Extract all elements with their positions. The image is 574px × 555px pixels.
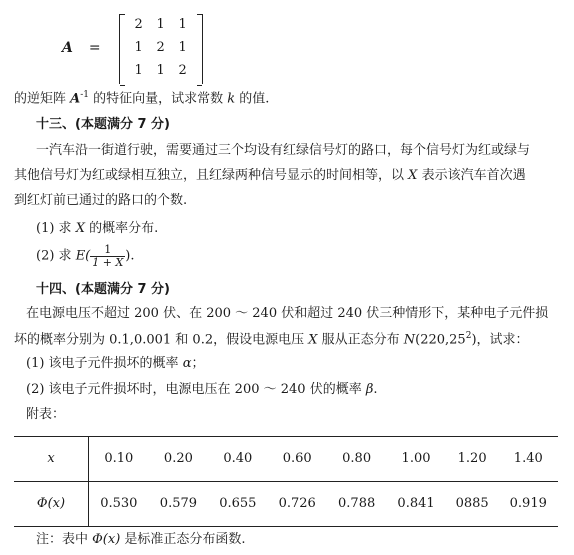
distribution-params: (220,25 <box>415 332 466 348</box>
matrix-equals: = <box>88 40 101 57</box>
fraction-denominator: 1 + X <box>92 255 124 269</box>
q13-points: (本题满分 7 分) <box>75 117 170 132</box>
matrix-cell: 2 <box>134 17 143 33</box>
table-cell: 1.20 <box>446 437 499 482</box>
matrix-label: A <box>62 40 73 57</box>
table-cell: 0.726 <box>268 482 327 527</box>
table-row <box>14 482 558 527</box>
q14-sub1 <box>26 356 204 372</box>
table-cell: 0.655 <box>208 482 267 527</box>
table-cell: 0.579 <box>149 482 208 527</box>
fraction-numerator: 1 <box>90 244 125 257</box>
q14-sub1-text: (1) 该电子元件损坏的概率 <box>26 356 183 371</box>
appendix-label: 附表： <box>26 407 66 422</box>
matrix-cell: 2 <box>178 63 187 79</box>
matrix-cell: 1 <box>134 63 143 79</box>
q13-sub1-text: (1) 求 <box>36 221 76 236</box>
q13-text: 表示该汽车首次遇 <box>421 168 526 183</box>
q13-sub2-text: (2) 求 <box>36 248 76 264</box>
table-cell: 0885 <box>446 482 499 527</box>
q14-heading <box>36 282 170 298</box>
constant-k: k <box>227 91 236 107</box>
matrix-block <box>62 12 203 86</box>
intro-text: 的特征向量，试求常数 <box>89 91 228 107</box>
q14-text: )，试求： <box>471 332 529 348</box>
table-cell: 0.919 <box>499 482 558 527</box>
variable-x: X <box>75 221 85 236</box>
q14-sub2 <box>26 382 378 398</box>
q13-sub2 <box>36 244 135 268</box>
table-header-phi: Φ(x) <box>14 482 89 527</box>
q13-sub1-text: 的概率分布. <box>84 221 159 236</box>
table-note <box>36 532 246 548</box>
q14-points: (本题满分 7 分) <box>75 282 170 297</box>
note-text: 是标准正态分布函数. <box>120 532 246 547</box>
q14-sub2-text: (2) 该电子元件损坏时，电源电压在 200 ～ 240 伏的概率 <box>26 382 366 397</box>
table-cell: 0.60 <box>268 437 327 482</box>
intro-text: 的值. <box>235 91 270 107</box>
variable-x: X <box>308 332 318 348</box>
table-cell: 0.20 <box>149 437 208 482</box>
table-cell: 1.00 <box>386 437 445 482</box>
table-cell: 1.40 <box>499 437 558 482</box>
table-header-x: x <box>14 437 89 482</box>
matrix-row <box>128 14 194 37</box>
normal-symbol: N <box>403 332 416 348</box>
matrix-cell: 1 <box>156 17 165 33</box>
q14-number: 十四、 <box>36 282 76 297</box>
q13-para-line-3: 到红灯前已通过的路口的个数. <box>14 193 188 208</box>
q13-number: 十三、 <box>36 117 76 132</box>
q13-sub1 <box>36 221 158 237</box>
variable-x: X <box>408 168 418 183</box>
q14-para-line-2 <box>14 331 529 349</box>
q14-text: 服从正态分布 <box>317 332 404 348</box>
matrix-cell: 1 <box>134 40 143 56</box>
table-cell: 0.40 <box>208 437 267 482</box>
intro-text: 的逆矩阵 <box>14 91 71 107</box>
phi-symbol: Φ(x) <box>92 532 121 547</box>
q14-para-line-1: 在电源电压不超过 200 伏、在 200 ～ 240 伏和超过 240 伏三种情形下，某种电子元件损 <box>26 306 549 321</box>
beta-symbol: β <box>365 382 374 397</box>
q13-para-line-1: 一汽车沿一街道行驶，需要通过三个均设有红绿信号灯的路口，每个信号灯为红或绿与 <box>36 143 531 158</box>
matrix-cell: 1 <box>178 17 187 33</box>
expectation-symbol: E( <box>75 248 91 264</box>
table-cell: 0.841 <box>386 482 445 527</box>
fraction <box>90 244 125 268</box>
matrix-row <box>128 37 194 60</box>
matrix-cell: 2 <box>156 40 165 56</box>
note-text: 注：表中 <box>36 532 93 547</box>
table-cell: 0.788 <box>327 482 386 527</box>
variance-exponent: 2 <box>465 331 472 341</box>
matrix-row <box>128 60 194 83</box>
q14-text: 坏的概率分别为 0.1,0.001 和 0.2，假设电源电压 <box>14 332 309 348</box>
matrix-cell: 1 <box>178 40 187 56</box>
table-cell: 0.530 <box>89 482 149 527</box>
intro-line <box>14 90 269 108</box>
q13-heading <box>36 117 170 133</box>
inverse-symbol: A <box>70 91 81 107</box>
table-row <box>14 437 558 482</box>
table-cell: 0.80 <box>327 437 386 482</box>
table-cell: 0.10 <box>89 437 149 482</box>
alpha-symbol: α <box>182 356 192 371</box>
inverse-exponent: -1 <box>80 90 90 100</box>
matrix <box>119 14 203 84</box>
matrix-cell: 1 <box>156 63 165 79</box>
q13-text: 其他信号灯为红或绿相互独立，且红绿两种信号显示的时间相等，以 <box>14 168 405 183</box>
q13-sub2-text: ). <box>125 248 135 264</box>
q14-sub1-text: ； <box>191 356 205 371</box>
normal-distribution-table <box>14 436 558 527</box>
q14-sub2-text: . <box>373 382 378 397</box>
q13-para-line-2 <box>14 168 526 184</box>
